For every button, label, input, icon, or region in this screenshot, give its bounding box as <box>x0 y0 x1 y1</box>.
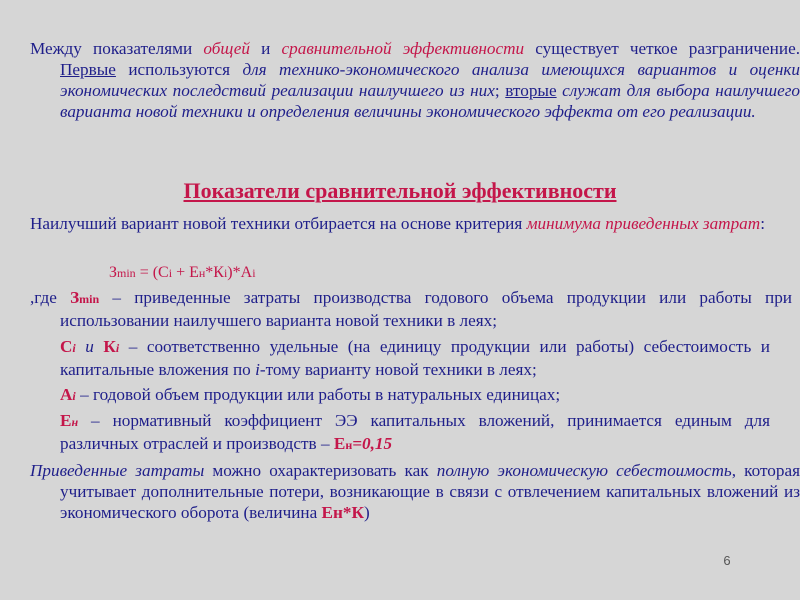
term-comparative: сравнительной эффективности <box>281 39 525 58</box>
page-number: 6 <box>723 553 731 568</box>
definition-ai: Аi – годовой объем продукции или работы в натуральных единицах; <box>60 385 561 404</box>
section-heading: Показатели сравнительной эффективности <box>183 178 617 203</box>
definition-ci-ki: Сi и Кi – соответственно удельные (на единицу продукции или работы) себестоимость и капитальные вложения по i-тому варианту новой техники в леях; <box>60 337 770 379</box>
term-first: Первые <box>60 60 116 79</box>
term-general: общей <box>203 39 251 58</box>
reduced-costs-paragraph: Приведенные затраты можно охарактеризовать как полную экономическую себестоимость, которая учитывает дополнительные потери, возникающие в связи с отвлечением капитальных вложений из экономического оборота (величина Ен*К) <box>30 461 800 522</box>
intro-paragraph: Между показателями общей и сравнительной эффективности существует четкое разграничение. Первые используются для технико-экономического анализа имеющихся вариантов и оценки экономических последствий реализации наилучшего из них; вторые служат для выбора наилучшего варианта новой техники и определения величины экономического эффекта от его реализации. <box>30 39 800 121</box>
best-variant-paragraph: Наилучший вариант новой техники отбирается на основе критерия минимума приведенных затрат: <box>30 214 765 233</box>
term-second: вторые <box>505 81 557 100</box>
definition-zmin: ,где Зmin – приведенные затраты производства годового объема продукции или работы при использовании наилучшего варианта новой техники в леях; <box>30 288 792 330</box>
definition-en: Ен – нормативный коэффициент ЭЭ капитальных вложений, принимается единым для различных отраслей и производств – Ен=0,15 <box>60 411 770 453</box>
formula: Зmin = (Сi + Ен*Кi)*Аi <box>109 264 256 281</box>
